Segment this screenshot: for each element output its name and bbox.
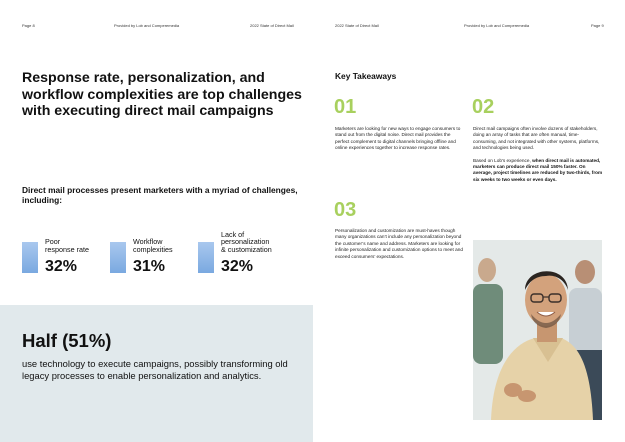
- stat-label: Workflow complexities: [133, 237, 173, 255]
- takeaway-text-02: Direct mail campaigns often involve dozens of stakeholders, doing an array of tasks that are often manual, time-consuming, and not integrated with other systems, platforms, and technologies being used. Based on Lob’s experience, when direct mail is automated, marketers can produce direct mail 150% faster. On average, project timelines are reduced by two-thirds, from six weeks to two weeks or even days.: [473, 126, 603, 182]
- smiling-man-photo: [473, 240, 602, 420]
- stat-value: 31%: [133, 258, 166, 275]
- stat-value: 32%: [45, 258, 78, 275]
- right-provider: Provided by Lob and Comperemedia: [464, 23, 530, 28]
- stat-value: 32%: [221, 258, 254, 275]
- takeaway-text-03: Personalization and customization are must-haves though many organizations can’t include any personalization beyond the customer’s name and address. Marketers are looking for infinite personalization and customization options to meet and exceed consumers’ expectations.: [335, 228, 463, 259]
- stat-poor-response-rate: [22, 228, 102, 276]
- stat-lack-of-personalization: [198, 228, 298, 276]
- right-page-number: Page 9: [591, 23, 604, 28]
- stat-label: Lack of personalization & customization: [221, 229, 272, 255]
- stat-bar: [198, 242, 214, 273]
- stat-bar: [110, 242, 126, 273]
- stat-label: Poor response rate: [45, 237, 89, 255]
- key-takeaways-title: Key Takeaways: [335, 71, 397, 81]
- highlight-title: Half (51%): [22, 330, 112, 351]
- person-illustration-icon: [473, 240, 602, 420]
- stat-workflow-complexities: [110, 228, 190, 276]
- page-subhead: Direct mail processes present marketers with a myriad of challenges, including:: [22, 185, 298, 206]
- right-report-title: 2022 State of Direct Mail: [335, 23, 379, 28]
- left-provider: Provided by Lob and Comperemedia: [114, 23, 180, 28]
- takeaway-number-03: 03: [334, 199, 357, 221]
- takeaway-number-02: 02: [472, 96, 495, 118]
- left-report-title: 2022 State of Direct Mail: [250, 23, 294, 28]
- stat-bar: [22, 242, 38, 273]
- page-headline: Response rate, personalization, and workflow complexities are top challenges with executing direct mail campaigns: [22, 70, 302, 120]
- highlight-body: use technology to execute campaigns, possibly transforming old legacy processes to enable personalization and analytics.: [22, 358, 288, 382]
- left-page-number: Page 8: [22, 23, 35, 28]
- takeaway-number-01: 01: [334, 96, 357, 118]
- takeaway-text-01: Marketers are looking for new ways to engage consumers to stand out from the digital noise. Direct mail provides the perfect complement to digital channels bringing offline and online experiences together to increase response rates.: [335, 126, 461, 151]
